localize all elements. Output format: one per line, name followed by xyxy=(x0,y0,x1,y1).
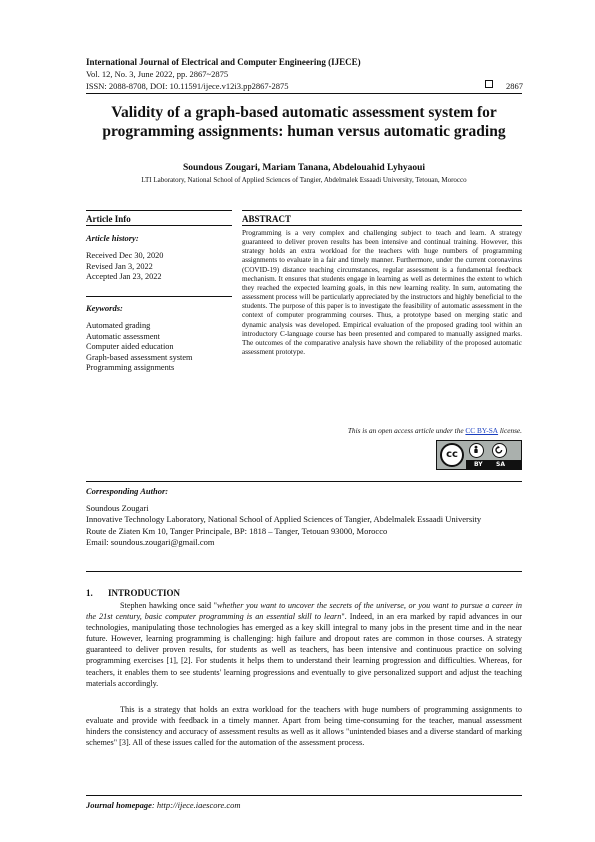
oa-prefix: This is an open access article under the xyxy=(347,426,464,435)
cc-by-sa-badge[interactable] xyxy=(436,440,522,470)
history-received: Received Dec 30, 2020 xyxy=(86,251,164,260)
corresponding-label: Corresponding Author: xyxy=(86,486,169,496)
affiliation: LTI Laboratory, National School of Applied Sciences of Tangier, Abdelmalek Essaadi University, Tetouan, Morocco xyxy=(141,176,467,184)
keywords-list xyxy=(86,321,192,374)
keyword-item: Programming assignments xyxy=(86,363,175,372)
abstract-head-rule xyxy=(242,225,522,226)
history-label: Article history: xyxy=(86,233,139,243)
section-number: 1. xyxy=(86,588,93,598)
volume-info: Vol. 12, No. 3, June 2022, pp. 2867~2875 xyxy=(86,69,229,79)
section-title: INTRODUCTION xyxy=(108,588,181,598)
open-access-notice xyxy=(242,426,522,435)
info-head-rule xyxy=(86,225,232,226)
homepage-label: Journal homepage xyxy=(86,800,152,810)
page-number: 2867 xyxy=(506,81,523,91)
p1-rest: ". Indeed, in an era marked by rapid advances in our technologies, manipulating those technologies has emerged as a key skill integral to many jobs in the present time and in the near future. However, learning programming is challenging: high failure and dropout rates are common in those courses. A strategy guaranteed to deliver proven results, for students as well as teachers, has been intensive and continuous practice on solving programming exercises [1], [2]. For students it helps them to understand their learning progression and difficulties. Whereas, for teachers, it enables them to see students' learning progressions and eventually to give personalized support and adjust the teaching materials accordingly. xyxy=(86,612,522,688)
keyword-item: Graph-based assessment system xyxy=(86,352,193,362)
keyword-item: Automated grading xyxy=(86,321,151,330)
info-top-rule xyxy=(86,210,232,211)
abstract-top-rule xyxy=(242,210,522,211)
share-alike-icon xyxy=(492,443,507,458)
header-rule xyxy=(86,93,522,94)
p1-start: Stephen hawking once said " xyxy=(120,601,217,610)
intro-paragraph-1 xyxy=(86,600,522,689)
article-info-heading: Article Info xyxy=(86,214,131,224)
keyword-item: Computer aided education xyxy=(86,342,174,351)
cc-icon: cc xyxy=(440,443,464,467)
journal-homepage: Journal homepage: http://ijece.iaescore.com xyxy=(86,800,241,810)
homepage-url[interactable]: http://ijece.iaescore.com xyxy=(156,800,241,810)
p2-text: This is a strategy that holds an extra workload for the teachers with huge numbers of programming assignments to evaluate and provide with feedback in a timely manner. Apart from being time-consuming for the teacher, manual assessment hinders the consistency and accuracy of assessment results as well as it allows "unintended biases and a diverse standard of marking schemes" [3]. All of these issues called for the automation of the assessment process. xyxy=(86,705,522,748)
square-icon xyxy=(485,80,493,88)
oa-suffix: license. xyxy=(499,426,522,435)
history-rule xyxy=(86,296,232,297)
corresponding-details xyxy=(86,503,522,548)
history-list xyxy=(86,251,163,283)
corresponding-name: Soundous Zougari xyxy=(86,503,149,513)
history-revised: Revised Jan 3, 2022 xyxy=(86,261,153,271)
keyword-item: Automatic assessment xyxy=(86,331,160,341)
cc-license-link[interactable]: CC BY-SA xyxy=(465,426,499,435)
keywords-label: Keywords: xyxy=(86,303,123,313)
footer-rule xyxy=(86,795,522,796)
abstract-text: Programming is a very complex and challenging subject to teach and learn. A strategy guaranteed to deliver proven results has been intensive and continual training. However, this strategy holds an extra workload for the teachers with huge numbers of programming assignments to evaluate in a fair and timely manner. Furthermore, under the current coronavirus (COVID-19) distance teaching circumstances, regular assessment is a fundamental feedback mechanism. It ensures that students engage in learning as well as determines the extent to which they reached the expected learning goals, in this new learning reality. In sum, automating the assessment process will be particularly appreciated by the instructors and highly beneficial to the students. The purpose of this paper is to investigate the feasibility of automatic assessment in the context of computer programming courses. Thus, a prototype based on merging static and dynamic analysis was developed. Empirical evaluation of the proposed grading tool within an introductory C-language course has been presented and compared to manually assigned marks. The outcomes of the comparative analysis have shown the reliability of the proposed automatic assessment prototype. xyxy=(242,229,522,357)
cc-by-label: BY xyxy=(474,461,483,468)
authors: Soundous Zougari, Mariam Tanana, Abdelouahid Lyhyaoui xyxy=(182,163,426,173)
hawking-quote: whether you want to uncover the secrets of the universe, or you want to pursue a career in the 21st century, basic computer programming is an essential skill to learn xyxy=(86,601,523,622)
paper-title: Validity of a graph-based automatic assessment system for programming assignments: human versus automatic grading xyxy=(102,104,506,140)
corresponding-top-rule xyxy=(86,481,522,482)
cc-badge-strip xyxy=(466,460,521,469)
intro-paragraph-2 xyxy=(86,704,522,748)
corresponding-bottom-rule xyxy=(86,571,522,572)
journal-name: International Journal of Electrical and Computer Engineering (IJECE) xyxy=(86,57,361,67)
corresponding-institution: Innovative Technology Laboratory, National School of Applied Sciences of Tangier, Abdelmalek Essaadi University xyxy=(86,514,482,525)
history-accepted: Accepted Jan 23, 2022 xyxy=(86,272,162,281)
corresponding-address: Route de Ziaten Km 10, Tanger Principale, BP: 1818 – Tanger, Tetouan 93000, Morocco xyxy=(86,525,388,536)
corresponding-email[interactable]: Email: soundous.zougari@gmail.com xyxy=(86,536,215,547)
issn-doi: ISSN: 2088-8708, DOI: 10.11591/ijece.v12i3.pp2867-2875 xyxy=(86,81,289,91)
section-heading-introduction xyxy=(86,588,180,598)
abstract-heading: ABSTRACT xyxy=(242,214,292,224)
cc-sa-label: SA xyxy=(496,461,505,468)
person-icon xyxy=(469,443,484,458)
